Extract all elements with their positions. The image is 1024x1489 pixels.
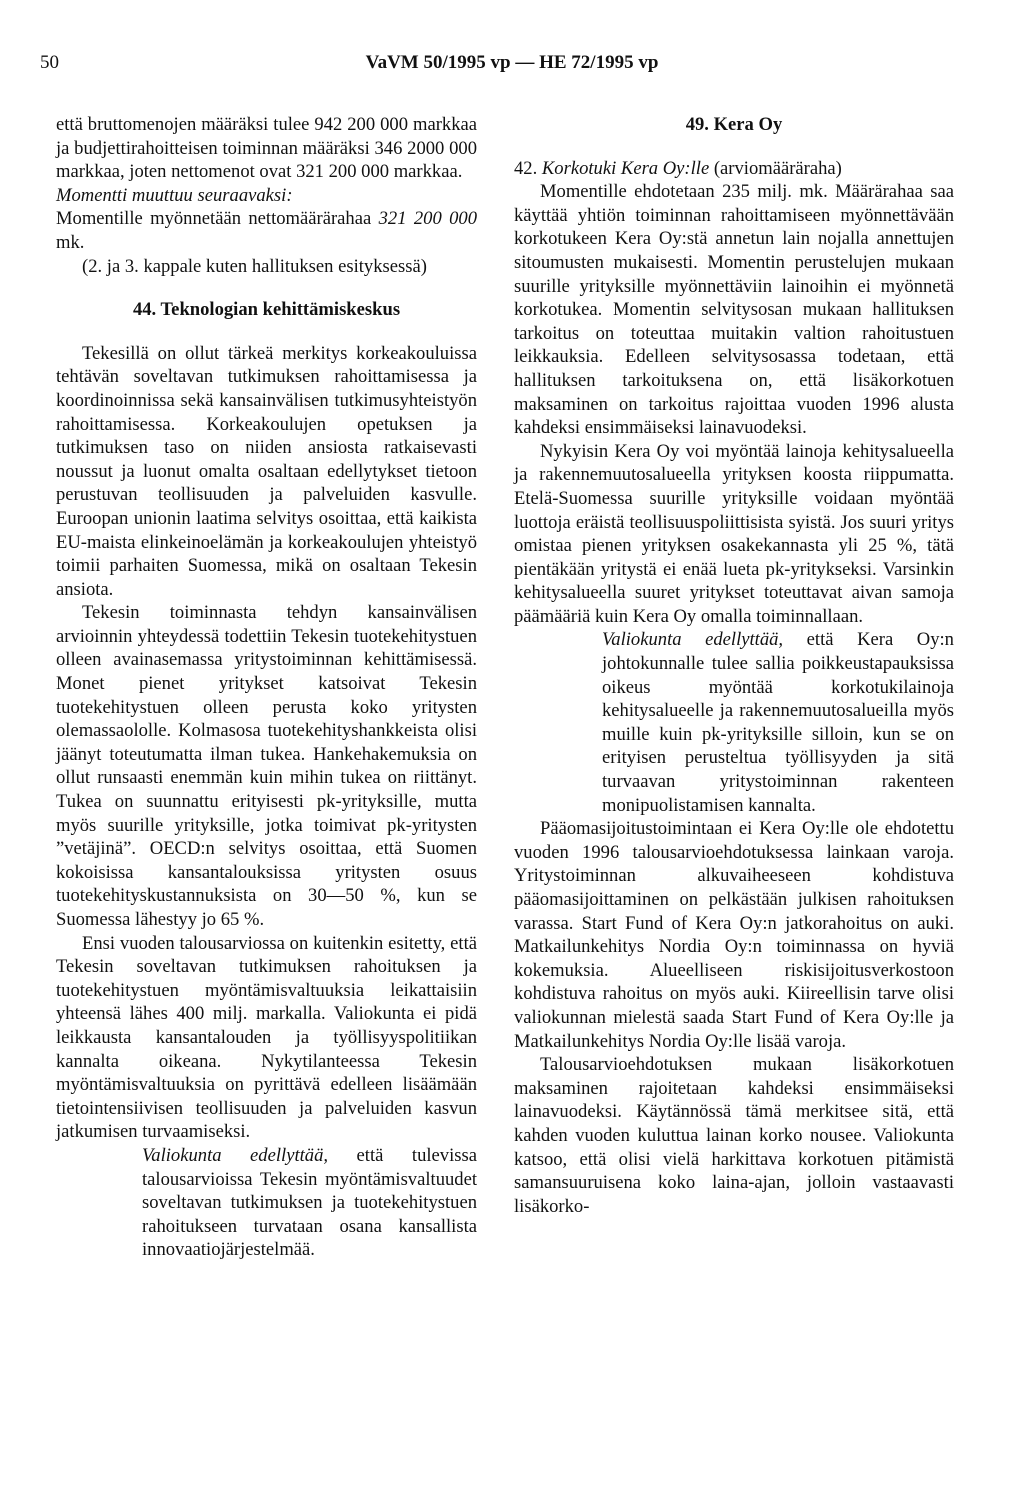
item-title: Korkotuki Kera Oy:lle <box>541 157 710 179</box>
statement-lead: Valiokunta edellyttää, <box>602 629 784 651</box>
running-title: VaVM 50/1995 vp — HE 72/1995 vp <box>365 52 659 73</box>
section-heading-tekes: 44. Teknologian kehittämiskeskus <box>132 299 401 321</box>
section-heading-kera: 49. Kera Oy <box>685 114 783 135</box>
left-column <box>56 113 477 1262</box>
item-title-note: (arviomääräraha) <box>709 157 842 179</box>
kera-paragraph-3: Pääomasijoitustoimintaan ei Kera Oy:lle ole ehdotettu vuoden 1996 talousarvioehdotuksessa lainkaan varoja. Yritystoiminnan alkuvaiheeseen kohdistuva pääomasijoittaminen on pelkästään julkisen rahoituksen varassa. Start Fund of Kera Oy:n jatkorahoitus on auki. Matkailunkehitys Nordia Oy:n toiminnassa on hyviä kokemuksia. Alueelliseen riskisijoitusverkostoon kohdistuva rahoitus on myös auki. Kiireellisin tarve olisi valiokunnan mielestä saada Start Fund of Kera Oy:lle ja Matkailunkehitys Nordia Oy:lle lisää varoja. <box>514 818 954 1052</box>
tekes-committee-statement <box>142 1144 477 1262</box>
page-header <box>0 52 1024 82</box>
statement-lead: Valiokunta edellyttää, <box>142 1144 329 1166</box>
kera-paragraph-4: Talousarvioehdotuksen mukaan lisäkorkotuen maksaminen rajoitetaan kahdeksi ensimmäiseksi lainavuodeksi. Käytännössä tämä merkitsee sitä, että kahden vuoden kuluttua lainan korko nousee. Valiokunta katsoo, että olisi vielä harkittava korkotuen pitämistä samansuuruisena koko laina-ajan, jolloin vastaavasti lisäkorko- <box>514 1054 954 1217</box>
kera-paragraph-2: Nykyisin Kera Oy voi myöntää lainoja kehitysalueella ja rakennemuutosalueella yrityksen koosta riippumatta. Etelä-Suomessa suurille yrityksille voidaan myöntää luottoja eräistä teollisuuspoliittisista syistä. Jos suuri yritys omistaa pienen yrityksen osakekannasta yli 25 %, tätä pientäkään yritystä ei enää lueta pk-yritykseksi. Varsinkin kehitysalueella suuret yritykset toteuttavat aivan samoja päämääriä kuin Kera Oy omalla toiminnallaan. <box>514 440 954 627</box>
statement-text: että Kera Oy:n johtokunnalle tulee sallia poikkeustapauksissa oikeus myöntää korkotukilainoja kehitysalueelle ja rakennemuutosalueilla myös muille kuin pk-yrityksille silloin, kun se on erityisen perusteltua työllisyyden ja sitä turvaavan yritystoiminnan rakenteen monipuolistamisen kannalta. <box>602 629 954 816</box>
change-label: Momentti muuttuu seuraavaksi: <box>56 184 293 206</box>
right-column <box>514 113 954 1218</box>
tekes-paragraph-2: Tekesin toiminnasta tehdyn kansainvälisen arvioinnin yhteydessä todettiin Tekesin tuotekehitystuen olleen avainasemassa yritystoiminnan kehittämisessä. Monet pienet yritykset katsoivat Tekesin tuotekehitystuen olleen perusta koko yritysten olemassaololle. Kolmasosa tuotekehityshankkeista olisi jäänyt toteutumatta ilman tukea. Hankehakemuksia on ollut runsaasti enemmän kuin mihin tukea on riittänyt. Tukea on suunnattu erityisesti pk-yrityksille, mutta myös suurille yrityksille, jotka toimivat pk-yritysten ”vetäjinä”. OECD:n selvitys osoittaa, että Suomen kokoisissa kansantalouksissa yritysten osuus tuotekehityskustannuksista on 30—50 %, kun se Suomessa lähestyy jo 65 %. <box>56 602 477 930</box>
change-unit: mk. <box>56 231 85 253</box>
intro-paragraph: että bruttomenojen määräksi tulee 942 200 000 markkaa ja budjettirahoitteisen toiminnan määräksi 346 2000 000 markkaa, joten nettomenot ovat 321 200 000 markkaa. <box>56 114 477 183</box>
page-number: 50 <box>40 52 59 73</box>
change-text: Momentille myönnetään nettomäärärahaa <box>56 208 372 230</box>
tekes-paragraph-1: Tekesillä on ollut tärkeä merkitys korkeakouluissa tehtävän soveltavan tutkimuksen rahoittamisessa ja koordinoinnissa sekä kansainvälisen tutkimusyhteistyön rahoittamisessa. Korkeakoulujen opetuksen ja tutkimuksen taso on niiden ansiosta ratkaisevasti noussut ja luonut omalta osaltaan edellytykset tietoon perustuvan teollisuuden ja palveluiden kasvulle. Euroopan unionin laatima selvitys osoittaa, että kaikista EU-maista elinkeinoelämän ja korkeakoulujen yhteistyö toimii parhaiten Suomessa, mikä on osaltaan Tekesin ansiota. <box>56 342 477 600</box>
item-title-line <box>514 157 954 181</box>
item-number: 42. <box>514 157 538 179</box>
statement-text: että tulevissa talousarvioissa Tekesin myöntämisvaltuudet soveltavan tutkimuksen ja tuotekehitystuen rahoitukseen turvataan osana kansallista innovaatiojärjestelmää. <box>142 1144 477 1261</box>
kera-paragraph-1: Momentille ehdotetaan 235 milj. mk. Määrärahaa saa käyttää yhtiön toiminnan rahoittamiseen myönnettävään korkotukeen Kera Oy:stä annetun lain nojalla annettujen sitoumusten mukaisesti. Momentin perustelujen mukaan suurille yrityksille myönnettäviin lainoihin ei myönnetä korkotukea. Momentin selvitysosan mukaan hallituksen tarkoitus on toteuttaa muitakin valtion rahoitustuen leikkauksia. Edelleen selvitysosassa todetaan, että hallituksen tarkoituksena on, että lisäkorkotuen maksaminen on tarkoitus rajoittaa vuoden 1996 alusta kahdeksi ensimmäiseksi lainavuodeksi. <box>514 181 954 439</box>
tekes-paragraph-3: Ensi vuoden talousarviossa on kuitenkin esitetty, että Tekesin soveltavan tutkimuksen rahoituksen ja tuotekehitystuen myöntämisvaltuuksia leikattaisiin yhteensä lähes 400 milj. markalla. Valiokunta ei pidä leikkausta kansantalouden ja työllisyyspolitiikan kannalta oikeana. Nykytilanteessa Tekesin myöntämisvaltuuksia on pyrittävä edelleen lisäämään tietointensiivisen teollisuuden ja palveluiden kasvun jatkumisen turvaamiseksi. <box>56 932 477 1143</box>
change-statement <box>56 207 477 254</box>
paragraph-reference: (2. ja 3. kappale kuten hallituksen esityksessä) <box>82 255 427 277</box>
kera-committee-statement <box>602 628 954 817</box>
change-amount: 321 200 000 <box>378 208 477 230</box>
